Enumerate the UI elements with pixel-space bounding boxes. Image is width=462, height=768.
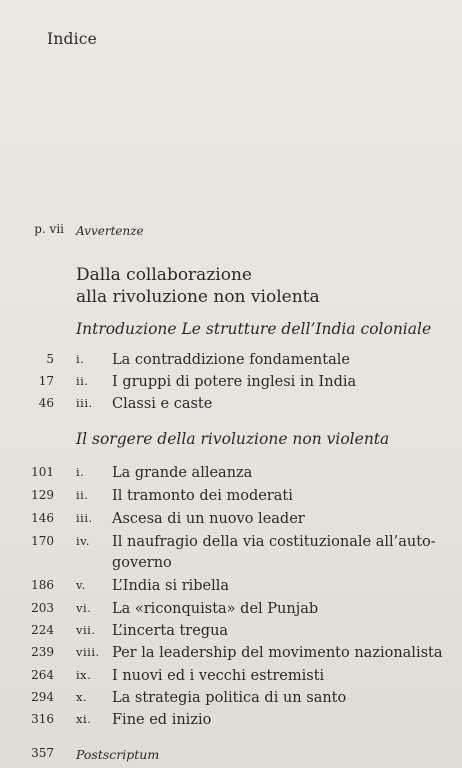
toc-entry: [0, 352, 462, 372]
part-title-line2: alla rivoluzione non violenta: [76, 287, 320, 307]
chapter-number: ii.: [76, 374, 89, 388]
page-number: 186: [31, 578, 54, 592]
chapter-number: iv.: [76, 534, 90, 548]
page-number: 17: [38, 374, 54, 388]
page-number: 5: [46, 352, 54, 366]
toc-entry-avvertenze: [0, 222, 462, 242]
toc-entry: [0, 645, 462, 665]
chapter-title: I nuovi ed i vecchi estremisti: [112, 668, 325, 684]
page-number: 203: [31, 601, 54, 615]
page-number: 224: [31, 623, 54, 637]
toc-entry: [0, 396, 462, 416]
part-title-line1: Dalla collaborazione: [76, 265, 252, 285]
page-number: 264: [31, 668, 54, 682]
chapter-title: L’incerta tregua: [112, 623, 229, 639]
page-header: Indice: [47, 30, 98, 48]
toc-entry: [0, 534, 462, 554]
chapter-title: Il naufragio della via costituzionale all’auto-: [112, 534, 436, 550]
entry-title: Postscriptum: [76, 747, 160, 762]
toc-entry: [0, 712, 462, 732]
page-number: 170: [31, 534, 54, 548]
section-title-introduzione: Introduzione Le strutture dell’India coloniale: [76, 320, 432, 338]
page-number: 46: [38, 396, 54, 410]
entry-title: Avvertenze: [76, 224, 144, 238]
chapter-number: iii.: [76, 511, 93, 525]
chapter-number: v.: [76, 578, 86, 592]
toc-entry-postscriptum: [0, 746, 462, 766]
toc-entry: [0, 690, 462, 710]
page-number: 129: [31, 488, 54, 502]
toc-entry: [0, 511, 462, 531]
section-title-sorgere: Il sorgere della rivoluzione non violenta: [76, 430, 390, 448]
toc-entry-continuation: [0, 555, 462, 575]
chapter-number: ix.: [76, 668, 92, 682]
chapter-number: viii.: [76, 645, 100, 659]
chapter-title: Fine ed inizio: [112, 712, 212, 728]
chapter-title: Ascesa di un nuovo leader: [112, 511, 305, 527]
toc-entry: [0, 601, 462, 621]
chapter-number: iii.: [76, 396, 93, 410]
page-number: 294: [31, 690, 54, 704]
chapter-title: L’India si ribella: [112, 578, 230, 594]
chapter-title: La contraddizione fondamentale: [112, 352, 350, 368]
chapter-title: Per la leadership del movimento nazionalista: [112, 645, 443, 661]
chapter-title-continuation: governo: [112, 555, 172, 571]
chapter-number: x.: [76, 690, 88, 704]
toc-entry: [0, 488, 462, 508]
toc-entry: [0, 668, 462, 688]
page-number: 316: [31, 712, 54, 726]
chapter-number: vii.: [76, 623, 96, 637]
page-number: 357: [31, 746, 54, 760]
page-number: 146: [31, 511, 54, 525]
chapter-number: i.: [76, 465, 85, 479]
chapter-number: xi.: [76, 712, 92, 726]
toc-entry: [0, 578, 462, 598]
chapter-title: La grande alleanza: [112, 465, 253, 481]
chapter-title: Il tramonto dei moderati: [112, 488, 293, 504]
page-number: 239: [31, 645, 54, 659]
chapter-title: I gruppi di potere inglesi in India: [112, 374, 357, 390]
chapter-number: vi.: [76, 601, 92, 615]
chapter-number: i.: [76, 352, 85, 366]
toc-entry: [0, 465, 462, 485]
toc-entry: [0, 623, 462, 643]
toc-entry: [0, 374, 462, 394]
chapter-number: ii.: [76, 488, 89, 502]
chapter-title: La «riconquista» del Punjab: [112, 601, 319, 617]
chapter-title: La strategia politica di un santo: [112, 690, 347, 706]
page-number: p. vii: [34, 222, 64, 236]
page-number: 101: [31, 465, 54, 479]
chapter-title: Classi e caste: [112, 396, 213, 412]
